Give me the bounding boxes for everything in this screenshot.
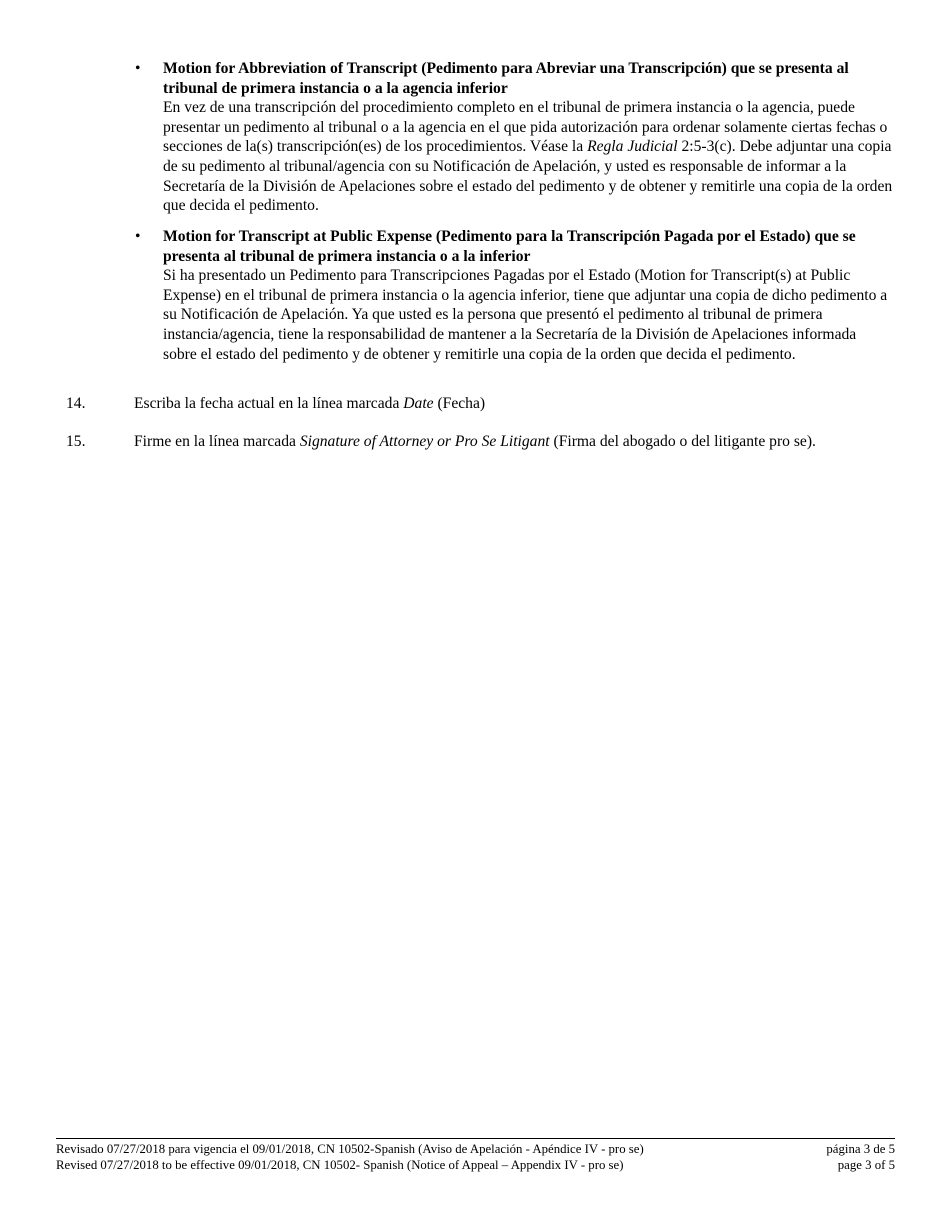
item-text: Escriba la fecha actual en la línea marcada Date (Fecha) <box>134 395 486 412</box>
item-title: Motion for Transcript at Public Expense (Pedimento para la Transcripción Pagada por el Estado) que se presenta al tribunal de primera instancia o a la inferior <box>163 228 856 265</box>
footer-row-spanish <box>56 1141 895 1157</box>
item-body: En vez de una transcripción del procedimiento completo en el tribunal de primera instancia o la agencia, puede presentar un pedimento al tribunal o a la agencia en el que pida autorización para ordenar solamente ciertas fechas o secciones de la(s) transcripción(es) de los procedimientos. Véase la Regla Judicial 2:5-3(c). Debe adjuntar una copia de su pedimento al tribunal/agencia con su Notificación de Apelación, y usted es responsable de informar a la Secretaría de la División de Apelaciones sobre el estado del pedimento y de obtener y remitirle una copia de la orden que decida el pedimento. <box>163 99 893 215</box>
item-text: Firme en la línea marcada Signature of Attorney or Pro Se Litigant (Firma del abogado o del litigante pro se). <box>134 433 816 450</box>
bullet-item-abbreviation <box>135 59 893 216</box>
bullet-item-public-expense <box>135 227 893 364</box>
footer-divider <box>56 1138 895 1139</box>
item-number: 14. <box>66 395 86 412</box>
item-title: Motion for Abbreviation of Transcript (Pedimento para Abreviar una Transcripción) que se presenta al tribunal de primera instancia o a la agencia inferior <box>163 60 849 97</box>
footer-page-number-english: page 3 of 5 <box>837 1158 895 1172</box>
item-body: Si ha presentado un Pedimento para Transcripciones Pagadas por el Estado (Motion for Transcript(s) at Public Expense) en el tribunal de primera instancia o la agencia inferior, tiene que adjuntar una copia de dicho pedimento a su Notificación de Apelación. Ya que usted es la persona que presentó el pedimento al tribunal de primera instancia/agencia, tiene la responsabilidad de mantener a la Secretaría de la División de Apelaciones informada sobre el estado del pedimento y de obtener y remitirle una copia de la orden que decida el pedimento. <box>163 267 888 363</box>
bullet-icon: • <box>135 60 141 77</box>
bullet-icon: • <box>135 228 141 245</box>
footer-revision-english: Revised 07/27/2018 to be effective 09/01/2018, CN 10502- Spanish (Notice of Appeal – Appendix IV - pro se) <box>56 1158 624 1172</box>
footer-revision-spanish: Revisado 07/27/2018 para vigencia el 09/01/2018, CN 10502-Spanish (Aviso de Apelación - Apéndice IV - pro se) <box>56 1142 644 1156</box>
footer-page-number-spanish: página 3 de 5 <box>826 1142 895 1156</box>
item-number: 15. <box>66 433 86 450</box>
footer-row-english <box>56 1157 895 1173</box>
rule-reference: Regla Judicial <box>587 138 678 156</box>
page-footer <box>56 1141 895 1173</box>
